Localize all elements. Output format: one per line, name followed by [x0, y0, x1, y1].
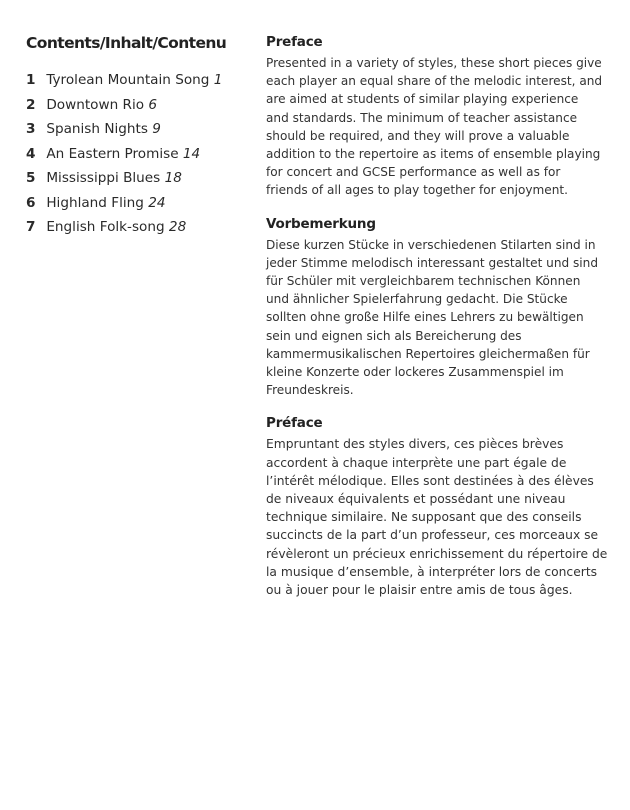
text-line: technique similaire. Ne supposant que des conseils [266, 510, 582, 525]
contents-item [26, 166, 246, 191]
section-title: Préface [266, 415, 323, 432]
text-line: ou à jouer pour le plaisir entre amis de tous âges. [266, 583, 573, 598]
contents-item-number: 4 [26, 145, 36, 162]
text-line: accordent à chaque interprète une part égale de [266, 455, 567, 470]
contents-item-number: 6 [26, 194, 36, 211]
text-line: should be required, and they will prove a valuable [266, 128, 570, 143]
contents-column [26, 34, 246, 240]
section-title: Preface [266, 34, 323, 50]
text-line: for concert and GCSE performance as well as for [266, 165, 561, 180]
contents-item-title: Downtown Rio [46, 96, 145, 113]
text-line: de niveaux équivalents et possédant une niveau [266, 492, 566, 507]
contents-item-title: Tyrolean Mountain Song [46, 72, 210, 88]
section-title: Vorbemerkung [266, 215, 376, 232]
text-line: Diese kurzen Stücke in verschiedenen Stilarten sind in [266, 237, 596, 252]
text-line: la musique d’ensemble, à interpréter lors de concerts [266, 564, 598, 579]
contents-item-title: English Folk-song [46, 219, 165, 235]
section-paragraph [266, 54, 603, 200]
text-line: friends of all ages to play together for enjoyment. [266, 183, 568, 198]
text-line: révèleront un précieux enrichissement du répertoire de [266, 546, 608, 561]
contents-item-number: 1 [26, 72, 36, 88]
contents-item [26, 68, 246, 93]
text-line: are aimed at students of similar playing experience [266, 92, 579, 107]
preface-french [266, 415, 608, 599]
text-line: kammermusikalischen Repertoires gleichermaßen für [266, 346, 590, 361]
contents-item-number: 2 [26, 96, 36, 113]
contents-list [26, 68, 246, 240]
text-line: each player an equal share of the melodic interest, and [266, 74, 603, 89]
contents-item-title: Highland Fling [46, 194, 144, 211]
preface-english [266, 34, 603, 200]
text-line: l’intérêt mélodique. Elles sont destinées à des élèves [266, 473, 594, 488]
text-line: sollten ohne große Hilfe eines Lehrers zu bewältigen [266, 310, 584, 325]
contents-item-page: 24 [148, 194, 166, 211]
contents-item-number: 3 [26, 121, 36, 137]
contents-item-page: 9 [152, 121, 161, 137]
contents-item-page: 1 [213, 72, 223, 88]
contents-item [26, 142, 246, 167]
contents-item-number: 7 [26, 219, 36, 235]
text-line: sein und eignen sich als Bereicherung des [266, 328, 522, 343]
preface-german [266, 215, 599, 400]
contents-item [26, 215, 246, 240]
contents-item-number: 5 [26, 170, 36, 186]
text-line: jeder Stimme melodisch interessant gestaltet und sind [266, 255, 599, 270]
section-paragraph [266, 236, 599, 400]
text-line: and standards. The minimum of teacher assistance [266, 110, 578, 125]
contents-item [26, 93, 246, 118]
contents-item-title: Spanish Nights [46, 121, 148, 137]
contents-item-title: An Eastern Promise [46, 145, 179, 162]
text-line: Empruntant des styles divers, ces pièces brèves [266, 437, 564, 452]
contents-item-page: 14 [182, 145, 201, 162]
contents-item-page: 6 [148, 96, 158, 113]
contents-title: Contents/Inhalt/Contenu [26, 34, 227, 52]
text-line: Presented in a variety of styles, these short pieces give [266, 56, 602, 70]
section-paragraph [266, 435, 608, 599]
text-line: und ähnlicher Spielerfahrung gedacht. Die Stücke [266, 292, 568, 307]
text-line: Freundeskreis. [266, 383, 354, 398]
text-line: addition to the repertoire as items of ensemble playing [266, 147, 601, 162]
contents-item-page: 28 [168, 219, 187, 235]
contents-item [26, 117, 246, 142]
contents-item-title: Mississippi Blues [46, 170, 161, 186]
preface-column [266, 34, 608, 615]
contents-item-page: 18 [164, 170, 182, 186]
text-line: succincts de la part d’un professeur, ces morceaux se [266, 528, 599, 543]
text-line: kleine Konzerte oder lockeres Zusammenspiel im [266, 365, 564, 380]
contents-item [26, 191, 246, 216]
text-line: für Schüler mit vergleichbarem technischen Können [266, 274, 581, 289]
